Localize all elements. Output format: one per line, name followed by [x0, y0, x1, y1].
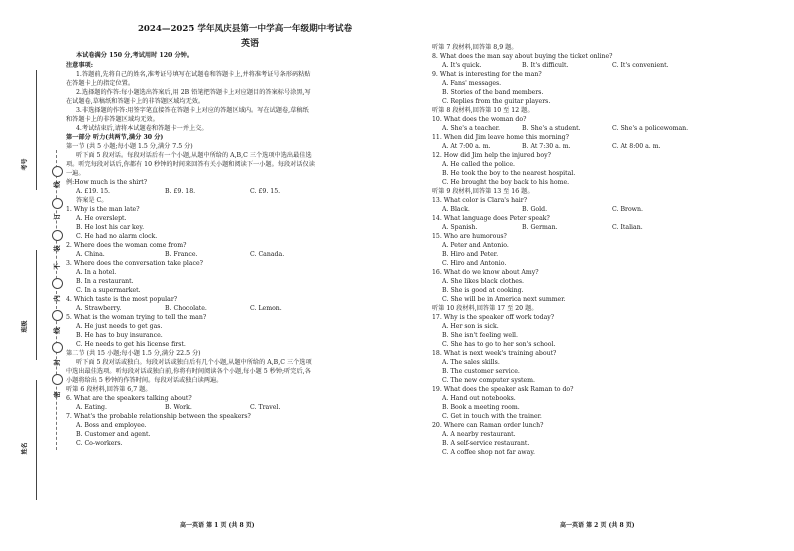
- option: B. He has to buy insurance.: [76, 332, 163, 339]
- listen-instruction: 听第 10 段材料,回答第 17 至 20 题。: [432, 305, 538, 312]
- seal-char: 线: [52, 327, 61, 334]
- option: B. She isn't feeling well.: [442, 332, 518, 339]
- page-footer-right: 高一英语 第 2 页 (共 8 页): [560, 522, 635, 529]
- option: A. She likes black clothes.: [442, 278, 525, 285]
- example-option: B. £9. 18.: [165, 188, 196, 195]
- seal-char: 不: [52, 263, 61, 270]
- exam-number-label: 考号: [21, 158, 29, 171]
- question: 18. What is next week's training about?: [432, 350, 557, 357]
- name-line: [36, 380, 37, 500]
- question: 11. When did Jim leave home this morning?: [432, 134, 569, 141]
- binding-hole: [52, 198, 63, 209]
- score-note: 本试卷满分 150 分,考试用时 120 分钟。: [76, 52, 194, 59]
- seal-char: 封: [52, 359, 61, 366]
- option: B. Work.: [165, 404, 192, 411]
- option: B. He took the boy to the nearest hospital.: [442, 170, 576, 177]
- note-line: 在试题卷,草稿纸和答题卡上的非答题区域均无效。: [66, 98, 205, 105]
- note-line: 3.非选择题的作答:用签字笔直接答在答题卡上对应的答题区域内。写在试题卷,草稿纸: [76, 107, 309, 114]
- note-line: 1.答题前,先将自己的姓名,准考证号填写在试题卷和答题卡上,并将准考证号条形码粘贴: [76, 71, 311, 78]
- option: A. Boss and employee.: [76, 422, 147, 429]
- exam-title: 2024—2025 学年凤庆县第一中学高一年级期中考试卷: [137, 24, 353, 34]
- note-line: 4.考试结束后,请将本试题卷和答题卡一并上交。: [76, 125, 208, 132]
- seal-char: 密: [52, 391, 61, 398]
- sec1-heading: 第一节 (共 5 小题;每小题 1.5 分,满分 7.5 分): [66, 143, 193, 150]
- binding-hole: [52, 278, 63, 289]
- note-line: 在答题卡上的指定位置。: [66, 80, 135, 87]
- option: A. At 7:00 a. m.: [442, 143, 491, 150]
- option: A. Black.: [442, 206, 470, 213]
- question: 15. Who are humorous?: [432, 233, 507, 240]
- option: C. He needs to get his license first.: [76, 341, 186, 348]
- name-label: 姓名: [21, 442, 29, 455]
- option: B. Chocolate.: [165, 305, 207, 312]
- option: A. Fans' messages.: [442, 80, 502, 87]
- question: 14. What language does Peter speak?: [432, 215, 550, 222]
- binding-hole: [52, 310, 63, 321]
- option: C. Brown.: [612, 206, 643, 213]
- question: 20. Where can Raman order lunch?: [432, 422, 544, 429]
- option: C. Travel.: [250, 404, 281, 411]
- option: B. He lost his car key.: [76, 224, 145, 231]
- option: C. Canada.: [250, 251, 285, 258]
- option: B. She's a student.: [522, 125, 581, 132]
- option: A. Peter and Antonio.: [442, 242, 509, 249]
- option: C. At 8:00 a. m.: [612, 143, 661, 150]
- note-line: 2.选择题的作答:每小题选出答案后,用 2B 铅笔把答题卡上对应题目的答案标号涂黑,写: [76, 89, 311, 96]
- option: B. Stories of the band members.: [442, 89, 544, 96]
- option: C. She's a policewoman.: [612, 125, 689, 132]
- option: C. It's convenient.: [612, 62, 669, 69]
- sec2-instr: 小题将给出 5 秒钟的作答时间。每段对话或独白读两遍。: [66, 377, 223, 384]
- option: C. In a supermarket.: [76, 287, 141, 294]
- binding-hole: [52, 166, 63, 177]
- option: A. Spanish.: [442, 224, 478, 231]
- class-line: [36, 250, 37, 360]
- option: C. Replies from the guitar players.: [442, 98, 551, 105]
- sec2-instr: 中选出最佳选项。听每段对话或独白前,你将有时间阅读各个小题,每小题 5 秒钟;听完后,各: [66, 368, 311, 375]
- sec1-instr: 项。听完每段对话后,你都有 10 秒钟的时间来回答有关小题和阅读下一小题。每段对话仅读: [66, 161, 315, 168]
- option: C. Get in touch with the trainer.: [442, 413, 542, 420]
- question: 7. What's the probable relationship between the speakers?: [66, 413, 251, 420]
- option: B. A self-service restaurant.: [442, 440, 530, 447]
- option: B. It's difficult.: [522, 62, 569, 69]
- option: B. France.: [165, 251, 198, 258]
- listen-instruction: 听第 8 段材料,回答第 10 至 12 题。: [432, 107, 534, 114]
- option: A. He overslept.: [76, 215, 127, 222]
- question: 4. Which taste is the most popular?: [66, 296, 178, 303]
- sec1-instr: 听下面 5 段对话。每段对话后有一个小题,从题中所给的 A,B,C 三个选项中选出最佳选: [76, 152, 312, 159]
- question: 10. What does the woman do?: [432, 116, 527, 123]
- option: B. She is good at cooking.: [442, 287, 524, 294]
- question: 2. Where does the woman come from?: [66, 242, 187, 249]
- question: 16. What do we know about Amy?: [432, 269, 539, 276]
- binding-hole: [52, 374, 63, 385]
- option: A. It's quick.: [442, 62, 482, 69]
- question: 6. What are the speakers talking about?: [66, 395, 192, 402]
- option: A. He called the police.: [442, 161, 515, 168]
- option: C. He had no alarm clock.: [76, 233, 158, 240]
- option: A. China.: [76, 251, 105, 258]
- option: C. The new computer system.: [442, 377, 536, 384]
- example-option: A. £19. 15.: [76, 188, 110, 195]
- sec2-heading: 第二节 (共 15 小题;每小题 1.5 分,满分 22.5 分): [66, 350, 201, 357]
- note-line: 和答题卡上的非答题区域均无效。: [66, 116, 159, 123]
- binding-hole: [52, 342, 63, 353]
- option: C. Italian.: [612, 224, 643, 231]
- binding-hole: [52, 230, 63, 241]
- notes-heading: 注意事项:: [66, 62, 94, 69]
- question: 12. How did Jim help the injured boy?: [432, 152, 551, 159]
- option: A. Eating.: [76, 404, 107, 411]
- listen-instruction: 听第 9 段材料,回答第 13 至 16 题。: [432, 188, 534, 195]
- question: 13. What color is Clara's hair?: [432, 197, 528, 204]
- option: A. The sales skills.: [442, 359, 500, 366]
- page-footer-left: 高一英语 第 1 页 (共 8 页): [180, 522, 255, 529]
- exam-number-line: [36, 70, 37, 190]
- option: A. In a hotel.: [76, 269, 117, 276]
- seal-char: 线: [52, 181, 61, 188]
- example-answer: 答案是 C。: [76, 197, 108, 204]
- example-question: 例:How much is the shirt?: [66, 179, 148, 186]
- part1-heading: 第一部分 听力(共两节,满分 30 分): [66, 134, 164, 141]
- sec1-instr: 一遍。: [66, 170, 85, 177]
- option: C. He brought the boy back to his home.: [442, 179, 570, 186]
- option: C. Hiro and Antonio.: [442, 260, 507, 267]
- subject-title: 英语: [240, 39, 259, 49]
- question: 1. Why is the man late?: [66, 206, 140, 213]
- option: B. Gold.: [522, 206, 548, 213]
- option: A. Hand out notebooks.: [442, 395, 516, 402]
- option: A. A nearby restaurant.: [442, 431, 516, 438]
- question: 8. What does the man say about buying the ticket online?: [432, 53, 613, 60]
- option: C. She will be in America next summer.: [442, 296, 566, 303]
- option: C. A coffee shop not far away.: [442, 449, 535, 456]
- option: B. The customer service.: [442, 368, 520, 375]
- listen-instruction: 听第 6 段材料,回答第 6,7 题。: [66, 386, 152, 393]
- option: B. Book a meeting room.: [442, 404, 520, 411]
- question: 19. What does the speaker ask Raman to do?: [432, 386, 574, 393]
- example-option: C. £9. 15.: [250, 188, 281, 195]
- seal-char: 内: [52, 295, 61, 302]
- listen-instruction: 听第 7 段材料,回答第 8,9 题。: [432, 44, 518, 51]
- class-label: 班级: [21, 320, 29, 333]
- option: C. She has to go to her son's school.: [442, 341, 556, 348]
- option: A. Strawberry.: [76, 305, 122, 312]
- sec2-instr: 听下面 5 段对话或独白。每段对话或独白后有几个小题,从题中所给的 A,B,C 三个选项: [76, 359, 312, 366]
- option: A. He just needs to get gas.: [76, 323, 163, 330]
- option: C. Co-workers.: [76, 440, 123, 447]
- option: A. Her son is sick.: [442, 323, 499, 330]
- option: B. German.: [522, 224, 558, 231]
- option: B. Customer and agent.: [76, 431, 151, 438]
- question: 3. Where does the conversation take place?: [66, 260, 203, 267]
- option: A. She's a teacher.: [442, 125, 500, 132]
- question: 9. What is interesting for the man?: [432, 71, 542, 78]
- seal-char: 装: [52, 245, 61, 252]
- question: 17. Why is the speaker off work today?: [432, 314, 555, 321]
- option: B. At 7:30 a. m.: [522, 143, 571, 150]
- option: C. Lemon.: [250, 305, 282, 312]
- seal-char: 订: [52, 213, 61, 220]
- option: B. In a restaurant.: [76, 278, 134, 285]
- question: 5. What is the woman trying to tell the man?: [66, 314, 207, 321]
- option: B. Hiro and Peter.: [442, 251, 499, 258]
